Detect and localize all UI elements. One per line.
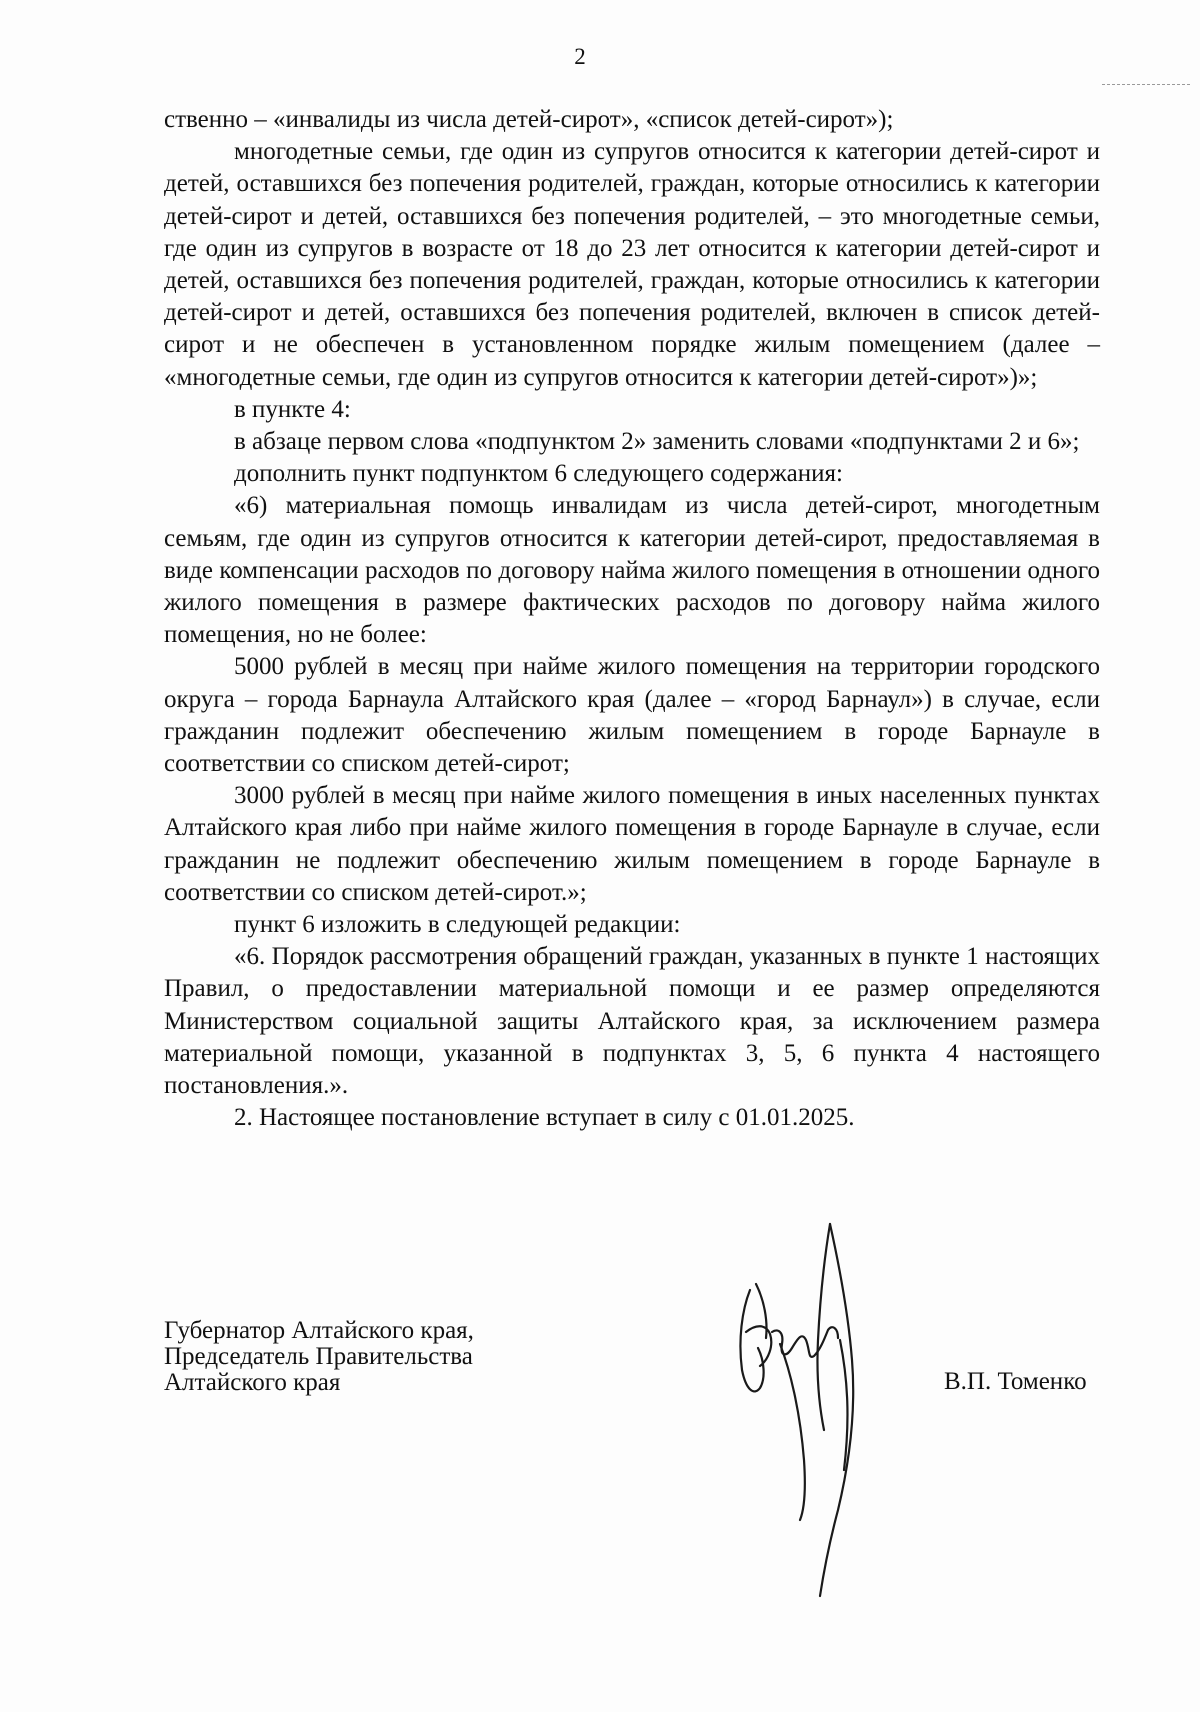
paragraph-5000-rubles: 5000 рублей в месяц при найме жилого помещения на территории городского округа – города Барнаула Алтайского края (далее – «город Барнаул») в случае, если гражданин подлежит обеспечению жилым помещением в городе Барнауле в соответствии со списком детей-сирот; [164,653,1100,778]
paragraph-add-subpoint-6: дополнить пункт подпунктом 6 следующего содержания: [234,460,843,488]
paragraph-continuation: ственно – «инвалиды из числа детей-сирот», «список детей-сирот»); [164,106,894,133]
signatory-name: В.П. Томенко [944,1368,1087,1395]
scan-artifact-line [1102,84,1190,85]
signatory-title-line: Алтайского края [164,1369,341,1396]
handwritten-signature [720,1220,890,1600]
paragraph-point-6-text: «6. Порядок рассмотрения обращений граждан, указанных в пункте 1 настоящих Правил, о предоставлении материальной помощи и ее размер определяются Министерством социальной защиты Алтайского края, за исключением размера материальной помощи, указанной в подпунктах 3, 5, 6 пункта 4 настоящего постановления.». [164,943,1100,1100]
paragraph-point-6-redaction: пункт 6 изложить в следующей редакции: [234,911,681,939]
paragraph-subpoint-6-text: «6) материальная помощь инвалидам из числа детей-сирот, многодетным семьям, где один из супругов относится к категории детей-сирот, предоставляемая в виде компенсации расходов по договору найма жилого помещения в отношении одного жилого помещения в размере фактических расходов по договору найма жилого помещения, но не более: [164,492,1100,649]
paragraph-first-abzac-replacement: в абзаце первом слова «подпунктом 2» заменить словами «подпунктами 2 и 6»; [234,428,1080,456]
paragraph-definition-large-families: многодетные семьи, где один из супругов относится к категории детей-сирот и детей, оставшихся без попечения родителей, граждан, которые относились к категории детей-сирот и детей, оставшихся без попечения родителей, – это многодетные семьи, где один из супругов в возрасте от 18 до 23 лет относится к категории детей-сирот и детей, оставшихся без попечения родителей, граждан, которые относились к категории детей-сирот и детей, оставшихся без попечения родителей, включен в список детей-сирот и не обеспечен в установленном порядке жилым помещением (далее – «многодетные семьи, где один из супругов относится к категории детей-сирот»)»; [164,138,1100,391]
paragraph-entry-into-force: 2. Настоящее постановление вступает в силу с 01.01.2025. [234,1104,855,1132]
signatory-title [164,1318,474,1396]
paragraph-point-4: в пункте 4: [234,395,351,423]
paragraph-3000-rubles: 3000 рублей в месяц при найме жилого помещения в иных населенных пунктах Алтайского края либо при найме жилого помещения в городе Барнауле в случае, если гражданин не подлежит обеспечению жилым помещением в городе Барнауле в соответствии со списком детей-сирот.»; [164,782,1100,906]
signatory-title-line: Председатель Правительства [164,1343,473,1370]
signatory-title-line: Губернатор Алтайского края, [164,1317,474,1344]
page-number: 2 [574,44,586,69]
document-body [164,104,1100,1135]
